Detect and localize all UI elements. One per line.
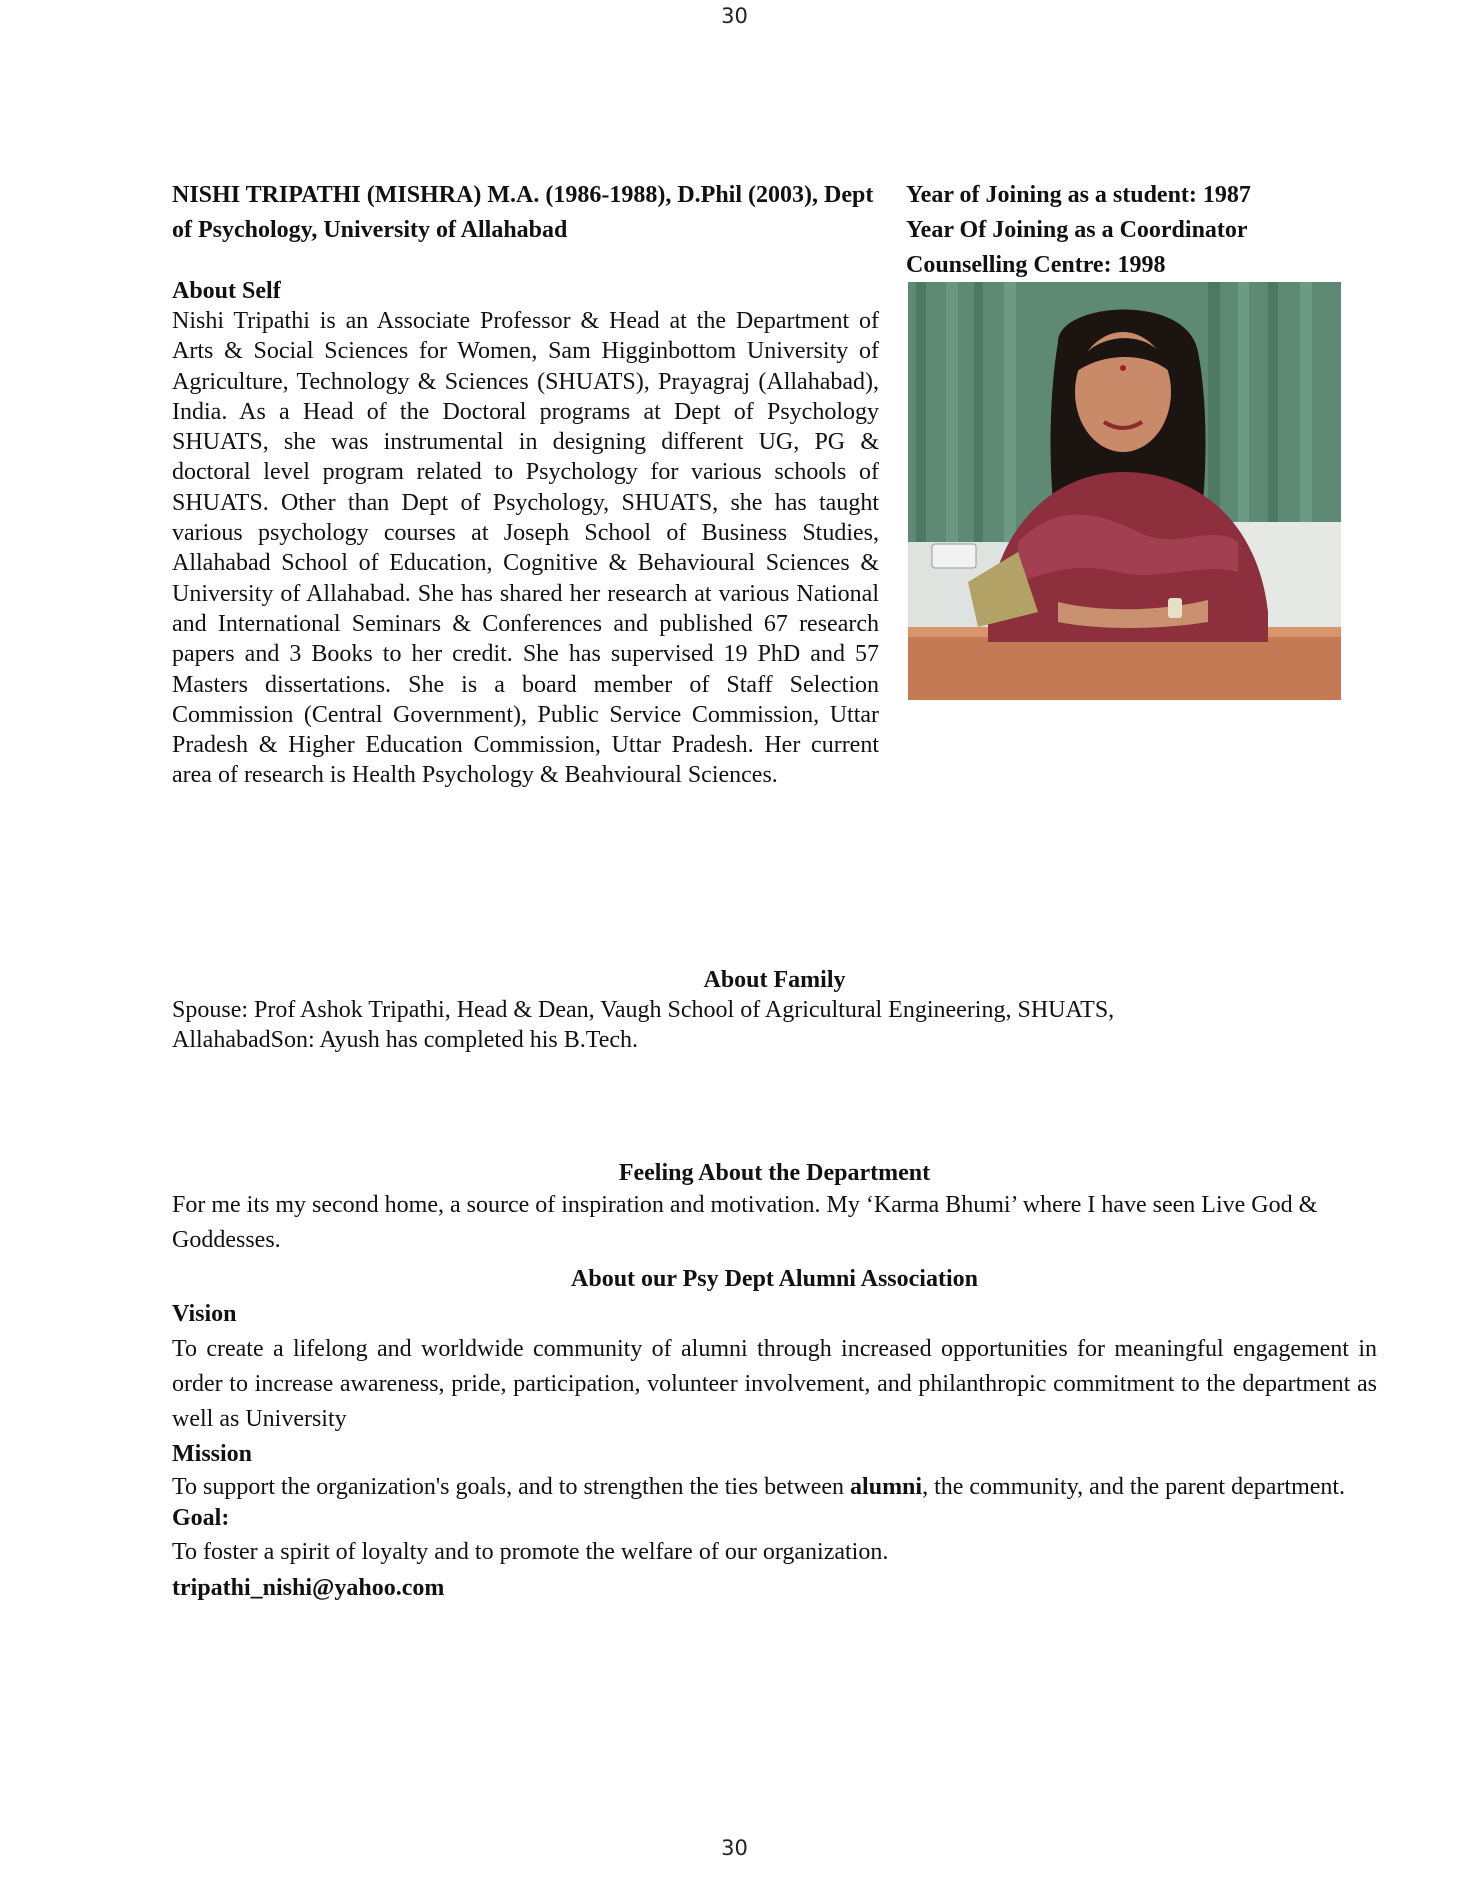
goal-text: To foster a spirit of loyalty and to promote the welfare of our organization. [172, 1539, 889, 1565]
joining-coordinator-text: Year Of Joining as a Coordinator Counselling Centre: 1998 [906, 217, 1248, 278]
mission-heading: Mission [172, 1441, 253, 1467]
about-self-text: Nishi Tripathi is an Associate Professor & Head at the Department of Arts & Social Sciences for Women, Sam Higginbottom University of Agriculture, Technology & Sciences (SHUATS), Prayagraj (Allahabad), India. As a Head of the Doctoral programs at Dept of Psychology SHUATS, she was instrumental in designing different UG, PG & doctoral level program related to Psychology for various schools of SHUATS. Other than Dept of Psychology, SHUATS, she has taught various psychology courses at Joseph School of Business Studies, Allahabad School of Education, Cognitive & Behavioural Sciences & University of Allahabad. She has shared her research at various National and International Seminars & Conferences and published 67 research papers and 3 Books to her credit. She has supervised 19 PhD and 57 Masters dissertations. She is a board member of Staff Selection Commission (Central Government), Public Service Commission, Uttar Pradesh & Higher Education Commission, Uttar Pradesh. Her current area of research is Health Psychology & Beahvioural Sciences. [172, 308, 879, 789]
vision-heading: Vision [172, 1301, 237, 1327]
alumni-association-section [172, 1262, 1377, 1606]
joining-student-text: Year of Joining as a student: 1987 [906, 182, 1251, 208]
feeling-section [172, 1158, 1377, 1258]
feeling-text: For me its my second home, a source of inspiration and motivation. My ‘Karma Bhumi’ where I have seen Live God & Goddesses. [172, 1192, 1318, 1253]
page-number-top: 30 [721, 4, 748, 28]
page-number-bottom: 30 [721, 1836, 748, 1860]
portrait-photo [908, 282, 1341, 700]
mission-text-emphasis: alumni [850, 1474, 923, 1500]
about-family-section [172, 965, 1377, 1055]
association-heading: About our Psy Dept Alumni Association [571, 1266, 978, 1292]
portrait-photo-illustration [908, 282, 1341, 700]
mission-text-end: , the community, and the parent department. [922, 1474, 1346, 1500]
goal-heading: Goal: [172, 1505, 230, 1531]
profile-side-column [906, 178, 1346, 283]
mission-text-start: To support the organization's goals, and to strengthen the ties between [172, 1474, 851, 1500]
profile-name-title: NISHI TRIPATHI (MISHRA) M.A. (1986-1988), D.Phil (2003), Dept of Psychology, University of Allahabad [172, 182, 874, 243]
contact-email[interactable]: tripathi_nishi@yahoo.com [172, 1575, 445, 1601]
about-family-line-1: Spouse: Prof Ashok Tripathi, Head & Dean, Vaugh School of Agricultural Engineering, SHUATS, [172, 997, 1115, 1023]
about-self-heading: About Self [172, 278, 281, 304]
feeling-heading: Feeling About the Department [618, 1160, 931, 1186]
about-family-heading: About Family [703, 967, 846, 993]
profile-main-column [172, 178, 879, 791]
about-family-line-2: AllahabadSon: Ayush has completed his B.Tech. [172, 1027, 639, 1053]
vision-text: To create a lifelong and worldwide community of alumni through increased opportunities for meaningful engagement in order to increase awareness, pride, participation, volunteer involvement, and philanthropic commitment to the department as well as University [172, 1336, 1377, 1432]
mission-text [172, 1472, 1377, 1503]
